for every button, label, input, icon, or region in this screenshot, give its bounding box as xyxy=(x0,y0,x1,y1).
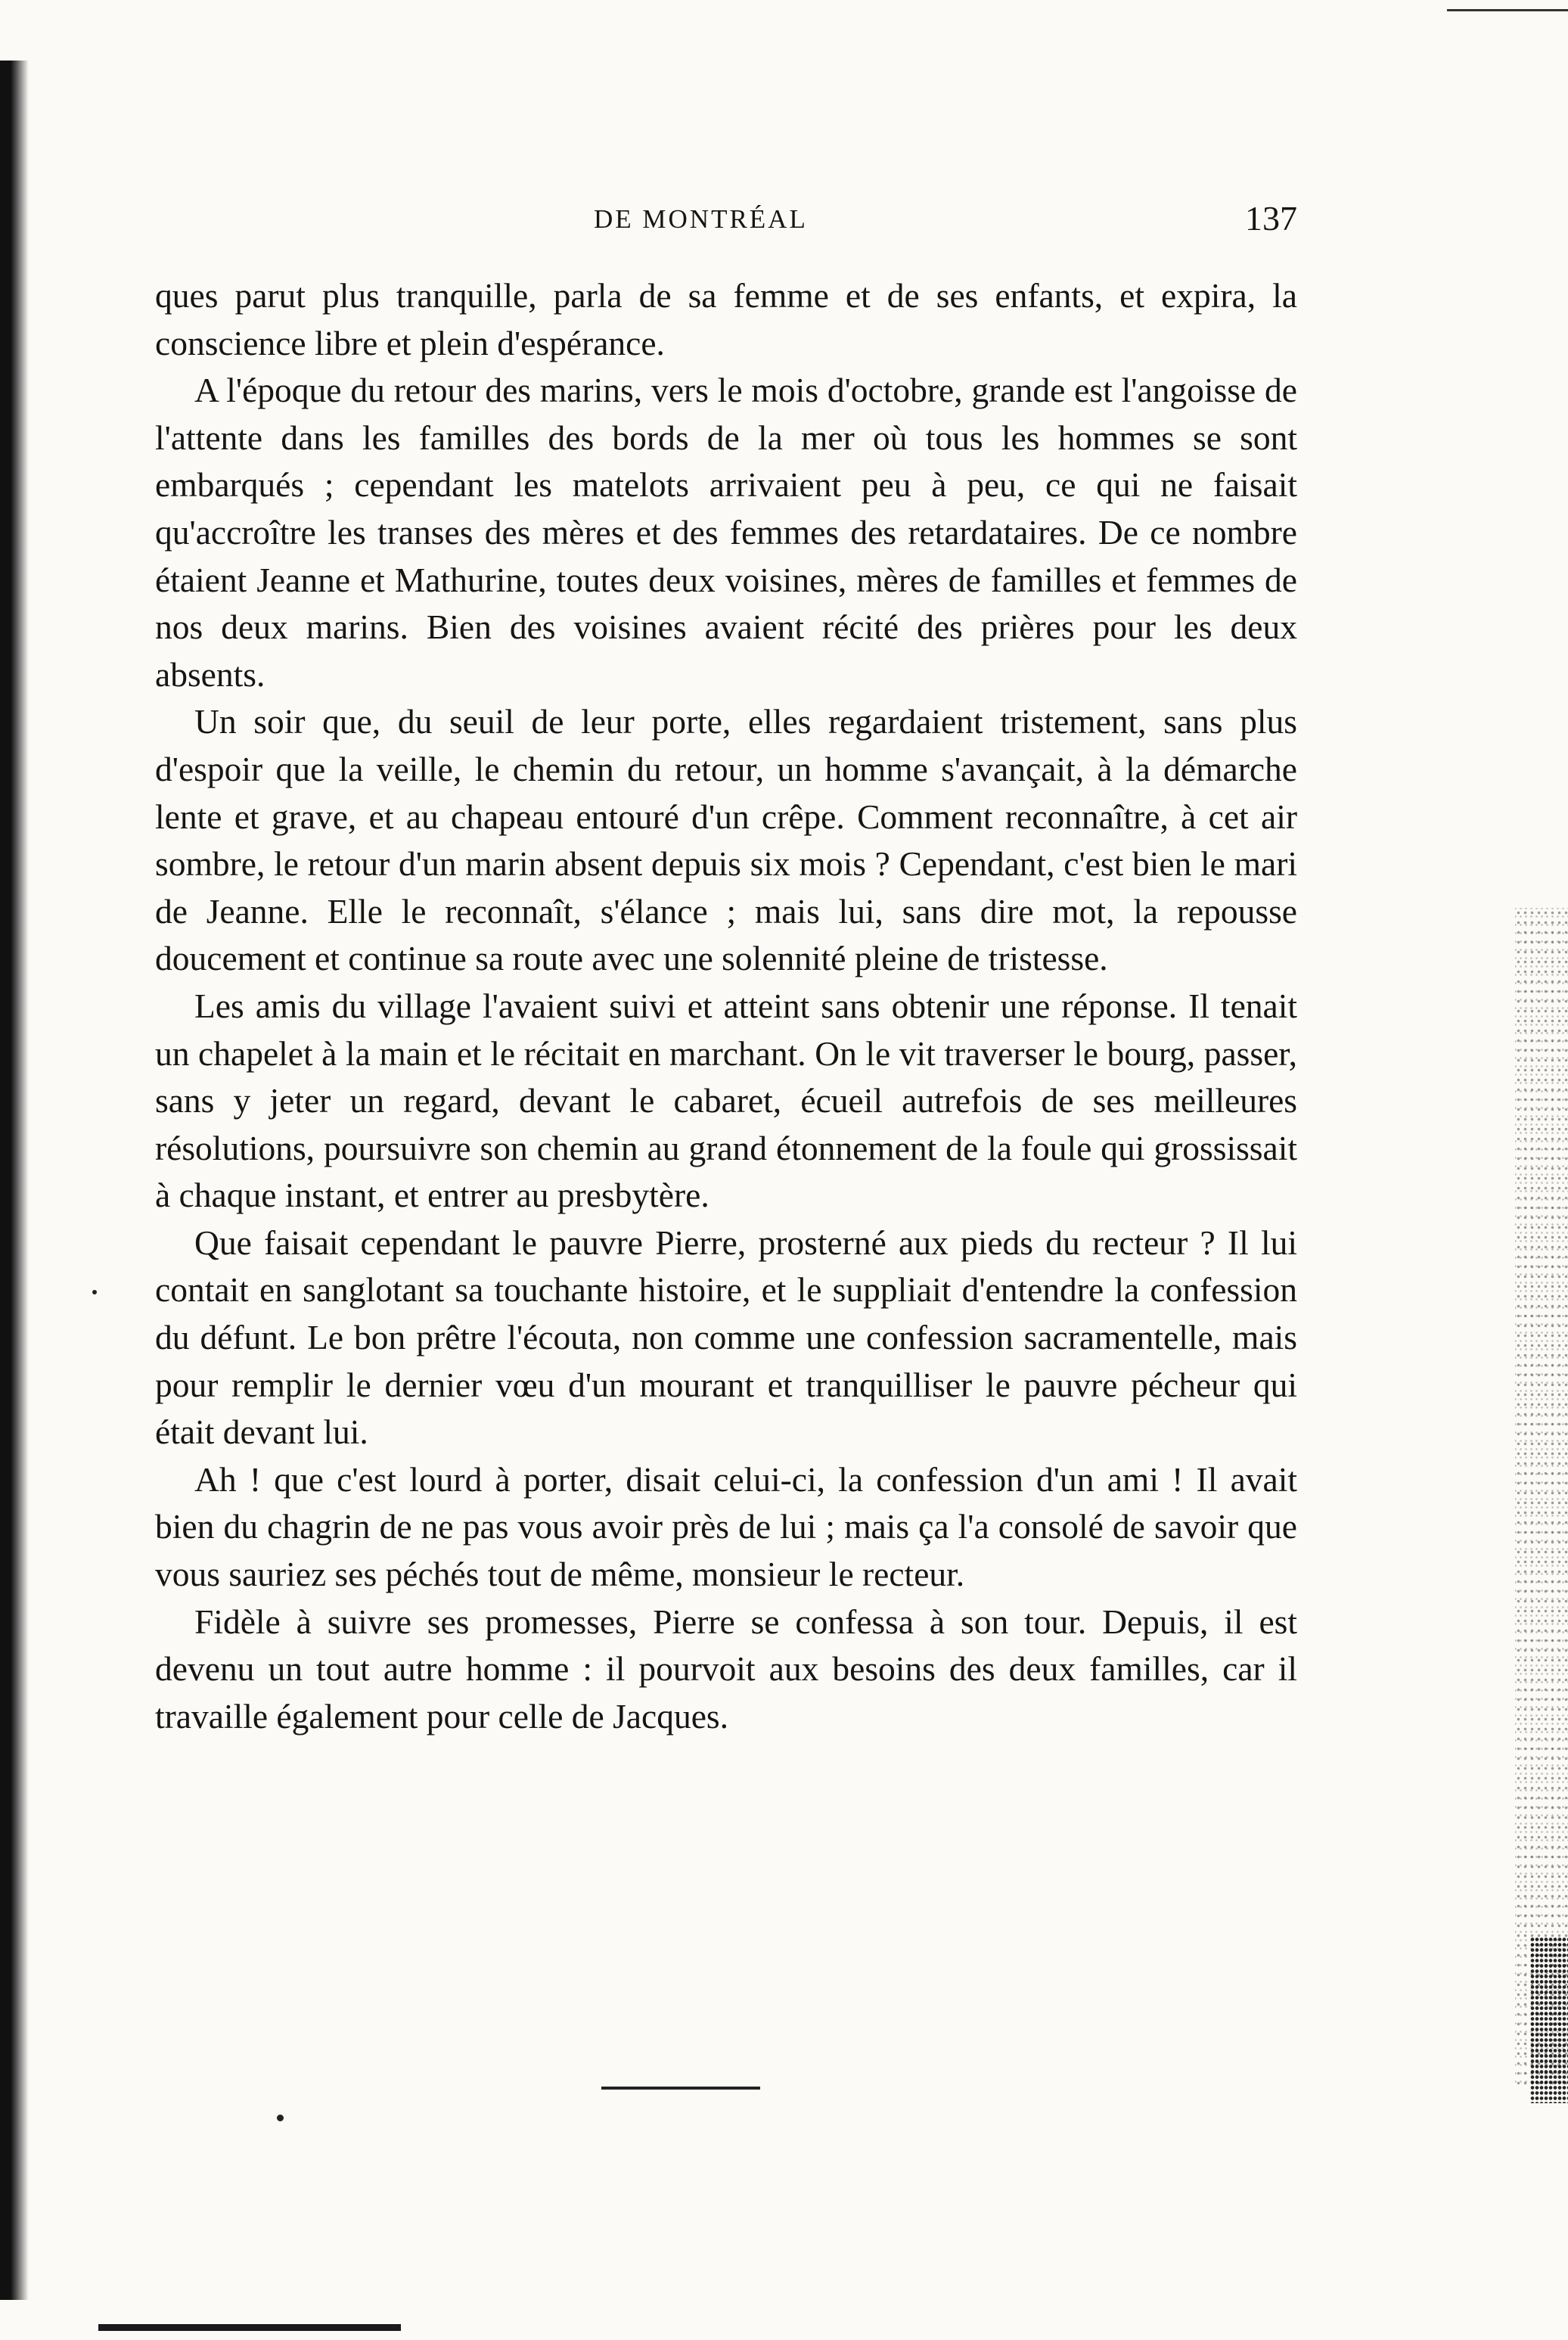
page-edge-dark-speckle xyxy=(1530,1937,1568,2103)
paragraph: Que faisait cependant le pauvre Pierre, prosterné aux pieds du recteur ? Il lui contait en sanglotant sa touchante histoire, et le suppliait d'entendre la confession du défunt. Le bon prêtre l'écouta, non comme une confession sacramentelle, mais pour remplir le dernier vœu d'un mourant et tranquilliser le pauvre pécheur qui était devant lui. xyxy=(155,1223,1297,1452)
scan-artifact-line xyxy=(1447,9,1568,11)
paragraph: Un soir que, du seuil de leur porte, elles regardaient tristement, sans plus d'espoir que la veille, le chemin du retour, un homme s'avançait, à la démarche lente et grave, et au chapeau entouré d'un crêpe. Comment reconnaître, à cet air sombre, le retour d'un marin absent depuis six mois ? Cependant, c'est bien le mari de Jeanne. Elle le reconnaît, s'élance ; mais lui, sans dire mot, la repousse doucement et continue sa route avec une solennité pleine de tristesse. xyxy=(155,702,1297,978)
page-edge-speckle xyxy=(1515,908,1568,2088)
paragraph: A l'époque du retour des marins, vers le mois d'octobre, grande est l'angoisse de l'attente dans les familles des bords de la mer où tous les hommes se sont embarqués ; cependant les matelots arrivaient peu à peu, ce qui ne faisait qu'accroître les transes des mères et des femmes des retardataires. De ce nombre étaient Jeanne et Mathurine, toutes deux voisines, mères de familles et femmes de nos deux marins. Bien des voisines avaient récité des prières pour les deux absents. xyxy=(155,371,1297,694)
page-number: 137 xyxy=(1245,199,1297,238)
ink-speck xyxy=(277,2115,284,2121)
binding-shadow xyxy=(0,61,29,2300)
paragraph: Ah ! que c'est lourd à porter, disait celui-ci, la confession d'un ami ! Il avait bien du chagrin de ne pas vous avoir près de lui ; mais ça l'a consolé de savoir que vous sauriez ses péchés tout de même, monsieur le recteur. xyxy=(155,1459,1297,1594)
ink-speck xyxy=(92,1290,97,1294)
paragraph: Les amis du village l'avaient suivi et atteint sans obtenir une réponse. Il tenait un chapelet à la main et le récitait en marchant. On le vit traverser le bourg, passer, sans y jeter un regard, devant le cabaret, écueil autrefois de ses meilleures résolutions, poursuivre son chemin au grand étonnement de la foule qui grossissait à chaque instant, et entrer au presbytère. xyxy=(155,986,1297,1215)
text-body xyxy=(155,272,1297,1740)
paragraph-continuation: ques parut plus tranquille, parla de sa femme et de ses enfants, et expira, la conscience libre et plein d'espérance. xyxy=(155,276,1297,362)
paragraph: Fidèle à suivre ses promesses, Pierre se confessa à son tour. Depuis, il est devenu un tout autre homme : il pourvoit aux besoins des deux familles, car il travaille également pour celle de Jacques. xyxy=(155,1602,1297,1736)
running-title: DE MONTRÉAL xyxy=(594,204,808,234)
section-separator-rule xyxy=(601,2087,760,2090)
scan-artifact-bar xyxy=(98,2324,401,2331)
running-header xyxy=(155,198,1297,244)
